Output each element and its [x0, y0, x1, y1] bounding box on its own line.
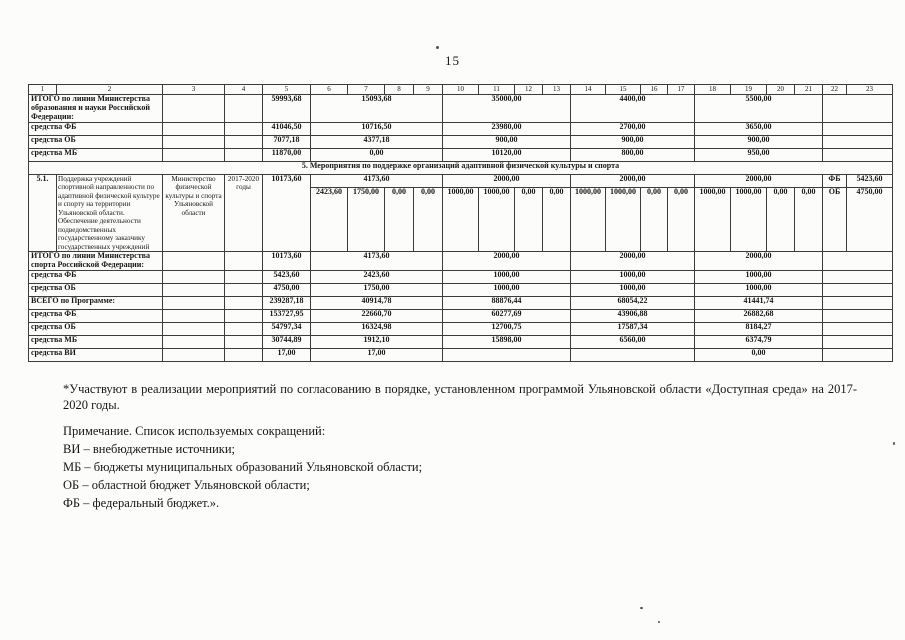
- table-cell: 1000,00: [695, 271, 823, 284]
- table-cell: 7077,18: [263, 135, 311, 148]
- table-cell: 2000,00: [443, 252, 571, 271]
- table-cell: ОБ: [823, 187, 847, 251]
- table-cell: [163, 297, 225, 310]
- table-cell: [225, 252, 263, 271]
- table-cell: 15898,00: [443, 336, 571, 349]
- table-cell: 0,00: [543, 187, 571, 251]
- column-number-cell: 3: [163, 85, 225, 95]
- table-cell: [163, 323, 225, 336]
- table-cell: [163, 271, 225, 284]
- column-number-cell: 21: [795, 85, 823, 95]
- table-cell: [225, 135, 263, 148]
- table-cell: 0,00: [311, 148, 443, 161]
- column-number-cell: 10: [443, 85, 479, 95]
- table-cell: [225, 271, 263, 284]
- table-cell: [225, 122, 263, 135]
- table-cell: [823, 310, 893, 323]
- table-cell: [163, 336, 225, 349]
- table-cell: 5500,00: [695, 95, 823, 123]
- column-number-cell: 22: [823, 85, 847, 95]
- table-cell: 0,00: [767, 187, 795, 251]
- table-cell: 800,00: [571, 148, 695, 161]
- table-cell: [823, 271, 893, 284]
- column-number-cell: 17: [668, 85, 695, 95]
- column-number-cell: 11: [479, 85, 515, 95]
- table-cell: 900,00: [695, 135, 823, 148]
- table-cell: 43906,88: [571, 310, 695, 323]
- table-cell: [225, 148, 263, 161]
- table-cell: 5. Мероприятия по поддержке организаций адаптивной физической культуры и спорта: [29, 161, 893, 174]
- table-cell: [163, 135, 225, 148]
- table-cell: 1000,00: [443, 271, 571, 284]
- table-cell: 1000,00: [606, 187, 641, 251]
- column-number-cell: 8: [385, 85, 414, 95]
- budget-table-wrapper: [28, 84, 893, 362]
- table-cell: 4377,18: [311, 135, 443, 148]
- table-cell: ИТОГО по линии Министерства образования и науки Российской Федерации:: [29, 95, 163, 123]
- table-cell: [225, 336, 263, 349]
- scan-speck: [893, 442, 895, 445]
- table-cell: средства ФБ: [29, 122, 163, 135]
- table-cell: 35000,00: [443, 95, 571, 123]
- table-cell: 1912,10: [311, 336, 443, 349]
- table-cell: 2423,60: [311, 187, 348, 251]
- table-cell: 30744,89: [263, 336, 311, 349]
- table-cell: 950,00: [695, 148, 823, 161]
- table-cell: 0,00: [414, 187, 443, 251]
- table-cell: 2000,00: [571, 174, 695, 187]
- row-total-education: [29, 95, 893, 123]
- table-cell: 41441,74: [695, 297, 823, 310]
- table-cell: 60277,69: [443, 310, 571, 323]
- table-cell: 1000,00: [479, 187, 515, 251]
- table-cell: [225, 95, 263, 123]
- abbreviation-item: ФБ – федеральный бюджет.».: [63, 496, 220, 510]
- note-title: Примечание. Список используемых сокращений:: [63, 424, 326, 438]
- table-cell: 0,00: [695, 349, 823, 362]
- table-cell: 1750,00: [348, 187, 385, 251]
- row-funds-fb-education: [29, 122, 893, 135]
- column-number-cell: 2: [57, 85, 163, 95]
- row-funds-ob-education: [29, 135, 893, 148]
- budget-table: [28, 84, 893, 362]
- table-cell: 0,00: [515, 187, 543, 251]
- row-funds-mb-program: [29, 336, 893, 349]
- table-cell: средства ФБ: [29, 310, 163, 323]
- column-number-cell: 6: [311, 85, 348, 95]
- row-section-5: [29, 161, 893, 174]
- table-cell: 153727,95: [263, 310, 311, 323]
- table-cell: [823, 323, 893, 336]
- table-cell: 3650,00: [695, 122, 823, 135]
- table-cell: 54797,34: [263, 323, 311, 336]
- column-number-cell: 13: [543, 85, 571, 95]
- table-cell: 5423,60: [847, 174, 893, 187]
- row-funds-mb-education: [29, 148, 893, 161]
- budget-table-body: [29, 95, 893, 362]
- column-number-cell: 23: [847, 85, 893, 95]
- table-cell: 2017-2020 годы: [225, 174, 263, 251]
- row-total-program: [29, 297, 893, 310]
- table-cell: ВСЕГО по Программе:: [29, 297, 163, 310]
- table-cell: 12700,75: [443, 323, 571, 336]
- table-cell: 5423,60: [263, 271, 311, 284]
- table-cell: 4173,60: [311, 174, 443, 187]
- table-cell: 40914,78: [311, 297, 443, 310]
- table-cell: 2700,00: [571, 122, 695, 135]
- table-cell: 17587,34: [571, 323, 695, 336]
- row-funds-vi-program: [29, 349, 893, 362]
- table-cell: 4173,60: [311, 252, 443, 271]
- table-cell: ФБ: [823, 174, 847, 187]
- table-cell: 23980,00: [443, 122, 571, 135]
- table-cell: Министерство физической культуры и спорта Ульяновской области: [163, 174, 225, 251]
- abbreviation-item: МБ – бюджеты муниципальных образований Ульяновской области;: [63, 460, 423, 474]
- table-cell: средства ФБ: [29, 271, 163, 284]
- row-funds-fb-sport: [29, 271, 893, 284]
- table-cell: 1000,00: [443, 284, 571, 297]
- table-cell: [225, 284, 263, 297]
- footnote-text: *Участвуют в реализации мероприятий по согласованию в порядке, установленном программой Ульяновской области «Доступная среда» на 2017-2020 годы.: [63, 382, 857, 412]
- table-cell: 1000,00: [731, 187, 767, 251]
- column-number-cell: 1: [29, 85, 57, 95]
- table-cell: [823, 297, 893, 310]
- table-cell: средства МБ: [29, 148, 163, 161]
- row-total-sport: [29, 252, 893, 271]
- table-cell: средства ВИ: [29, 349, 163, 362]
- table-cell: средства ОБ: [29, 135, 163, 148]
- table-cell: [163, 252, 225, 271]
- table-cell: 1000,00: [571, 284, 695, 297]
- table-cell: 17,00: [311, 349, 443, 362]
- table-cell: 0,00: [668, 187, 695, 251]
- table-cell: 4750,00: [847, 187, 893, 251]
- table-cell: [571, 349, 695, 362]
- table-cell: [823, 284, 893, 297]
- table-cell: [823, 95, 893, 123]
- table-cell: [823, 252, 893, 271]
- table-cell: 900,00: [571, 135, 695, 148]
- scan-speck: [640, 607, 643, 609]
- scan-speck: [436, 46, 439, 49]
- table-cell: [225, 297, 263, 310]
- column-number-cell: 5: [263, 85, 311, 95]
- table-cell: 6560,00: [571, 336, 695, 349]
- table-cell: 5.1.: [29, 174, 57, 251]
- table-cell: 1750,00: [311, 284, 443, 297]
- table-cell: 6374,79: [695, 336, 823, 349]
- column-number-cell: 19: [731, 85, 767, 95]
- table-cell: 900,00: [443, 135, 571, 148]
- table-cell: 26882,68: [695, 310, 823, 323]
- table-cell: [163, 349, 225, 362]
- table-cell: 10716,50: [311, 122, 443, 135]
- table-cell: 2000,00: [443, 174, 571, 187]
- table-cell: [225, 323, 263, 336]
- column-number-cell: 14: [571, 85, 606, 95]
- table-cell: [823, 148, 893, 161]
- table-cell: 11870,00: [263, 148, 311, 161]
- abbreviations-section: [63, 424, 857, 514]
- table-cell: [443, 349, 571, 362]
- row-funds-fb-program: [29, 310, 893, 323]
- table-cell: 8184,27: [695, 323, 823, 336]
- table-cell: [225, 349, 263, 362]
- table-cell: ИТОГО по линии Министерства спорта Российской Федерации:: [29, 252, 163, 271]
- table-cell: [163, 284, 225, 297]
- column-number-cell: 12: [515, 85, 543, 95]
- table-cell: 1000,00: [443, 187, 479, 251]
- page-number: 15: [445, 53, 460, 68]
- table-cell: 17,00: [263, 349, 311, 362]
- table-cell: 22660,70: [311, 310, 443, 323]
- table-cell: 2423,60: [311, 271, 443, 284]
- table-cell: 1000,00: [571, 187, 606, 251]
- table-cell: 59993,68: [263, 95, 311, 123]
- abbreviation-item: ВИ – внебюджетные источники;: [63, 442, 236, 456]
- table-cell: 4400,00: [571, 95, 695, 123]
- table-cell: 1000,00: [695, 284, 823, 297]
- row-5-1-main: [29, 174, 893, 187]
- table-cell: 0,00: [641, 187, 668, 251]
- column-number-cell: 15: [606, 85, 641, 95]
- table-cell: 4750,00: [263, 284, 311, 297]
- table-cell: средства МБ: [29, 336, 163, 349]
- table-cell: 2000,00: [571, 252, 695, 271]
- abbreviation-item: ОБ – областной бюджет Ульяновской области;: [63, 478, 310, 492]
- row-funds-ob-program: [29, 323, 893, 336]
- table-cell: 41046,50: [263, 122, 311, 135]
- table-cell: [163, 310, 225, 323]
- table-cell: [163, 95, 225, 123]
- column-number-cell: 9: [414, 85, 443, 95]
- table-cell: 1000,00: [695, 187, 731, 251]
- table-cell: [225, 310, 263, 323]
- column-number-row: [29, 85, 893, 95]
- table-cell: 1000,00: [571, 271, 695, 284]
- table-cell: 88876,44: [443, 297, 571, 310]
- column-number-cell: 18: [695, 85, 731, 95]
- column-number-cell: 7: [348, 85, 385, 95]
- table-cell: средства ОБ: [29, 323, 163, 336]
- table-cell: 10173,60: [263, 252, 311, 271]
- column-number-cell: 16: [641, 85, 668, 95]
- row-funds-ob-sport: [29, 284, 893, 297]
- table-cell: [823, 122, 893, 135]
- table-cell: Поддержка учреждений спортивной направленности по адаптивной физической культуре и спорту на территории Ульяновской области. Обеспечение деятельности подведомственных государственному заказчику государственных учреждений: [57, 174, 163, 251]
- table-cell: 2000,00: [695, 174, 823, 187]
- table-cell: 10120,00: [443, 148, 571, 161]
- column-number-cell: 20: [767, 85, 795, 95]
- table-cell: 68054,22: [571, 297, 695, 310]
- table-cell: 15093,68: [311, 95, 443, 123]
- table-cell: [823, 336, 893, 349]
- table-cell: [163, 122, 225, 135]
- scan-speck: [658, 621, 660, 623]
- table-cell: средства ОБ: [29, 284, 163, 297]
- table-cell: 0,00: [385, 187, 414, 251]
- table-cell: [163, 148, 225, 161]
- table-cell: 10173,60: [263, 174, 311, 251]
- table-cell: [823, 349, 893, 362]
- column-number-cell: 4: [225, 85, 263, 95]
- table-cell: 2000,00: [695, 252, 823, 271]
- table-cell: 239287,18: [263, 297, 311, 310]
- table-cell: 16324,98: [311, 323, 443, 336]
- table-cell: 0,00: [795, 187, 823, 251]
- table-cell: [823, 135, 893, 148]
